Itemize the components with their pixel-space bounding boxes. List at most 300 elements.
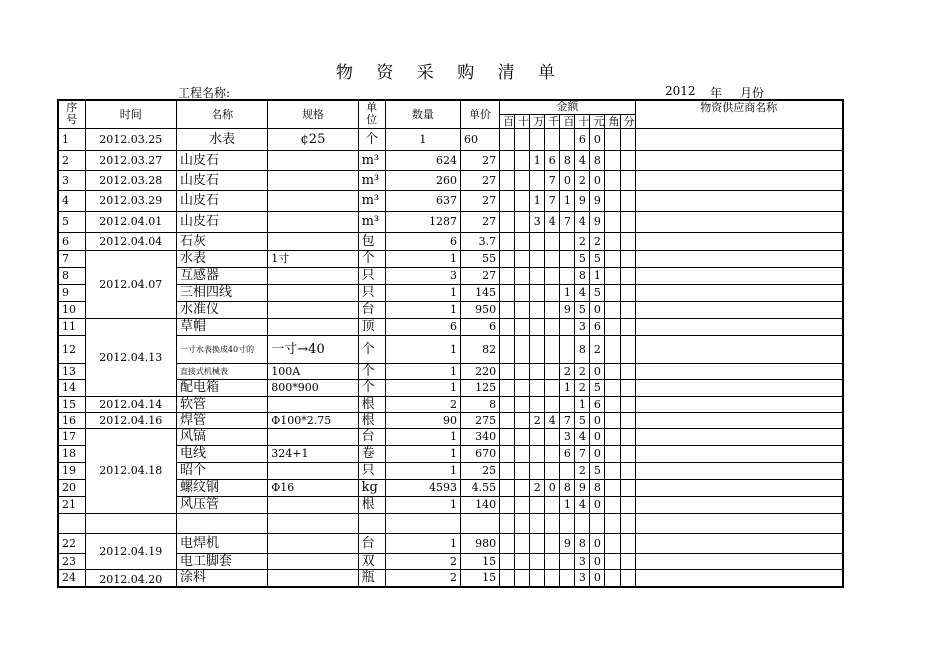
cell-amount-digit: 0	[590, 428, 605, 445]
cell-qty: 6	[385, 318, 460, 335]
cell-amount-digit	[530, 428, 545, 445]
cell-amount-digit	[620, 412, 635, 428]
cell-amount-digit	[605, 462, 620, 479]
cell-seq: 17	[58, 428, 85, 445]
cell-price: 140	[460, 496, 499, 513]
cell-amount-digit	[620, 569, 635, 587]
cell-amount-digit	[620, 150, 635, 170]
cell-qty: 1	[385, 301, 460, 318]
cell-date: 2012.03.27	[85, 150, 176, 170]
cell-amount-digit	[515, 211, 530, 232]
cell-amount-digit: 2	[590, 232, 605, 250]
cell-supplier	[635, 553, 843, 569]
cell-unit: 根	[358, 396, 385, 412]
cell-spec: 100A	[268, 363, 358, 379]
cell-amount-digit	[515, 250, 530, 267]
table-row	[58, 211, 843, 232]
cell-price: 27	[460, 170, 499, 190]
cell-spec	[268, 284, 358, 301]
cell-amount-digit: 4	[575, 496, 590, 513]
cell-amount-digit	[545, 379, 560, 396]
header-digit: 角	[605, 114, 620, 128]
cell-amount-digit	[515, 396, 530, 412]
cell-amount-digit	[530, 170, 545, 190]
cell-spec	[268, 190, 358, 211]
cell-supplier	[635, 211, 843, 232]
cell-amount-digit: 0	[590, 128, 605, 150]
cell-spec	[268, 462, 358, 479]
cell-supplier	[635, 496, 843, 513]
cell-amount-digit	[530, 553, 545, 569]
cell-amount-digit: 4	[575, 211, 590, 232]
cell-amount-digit	[515, 533, 530, 553]
cell-name: 焊管	[176, 412, 267, 428]
table-row	[58, 553, 843, 569]
cell-qty: 1	[385, 250, 460, 267]
cell-spec	[268, 396, 358, 412]
cell-seq: 13	[58, 363, 85, 379]
cell-price: 125	[460, 379, 499, 396]
cell-amount-digit	[605, 379, 620, 396]
cell-amount-digit	[545, 428, 560, 445]
table-row	[58, 363, 843, 379]
cell-amount-digit	[545, 267, 560, 284]
table-row	[58, 379, 843, 396]
cell-amount-digit	[620, 267, 635, 284]
cell-amount-digit	[560, 267, 575, 284]
blank-cell	[575, 513, 590, 533]
cell-amount-digit: 0	[545, 479, 560, 496]
cell-amount-digit	[515, 412, 530, 428]
cell-price: 82	[460, 335, 499, 363]
cell-unit: 包	[358, 232, 385, 250]
cell-amount-digit	[605, 267, 620, 284]
blank-cell	[176, 513, 267, 533]
cell-amount-digit: 2	[530, 479, 545, 496]
cell-unit: 只	[358, 462, 385, 479]
cell-amount-digit	[515, 496, 530, 513]
cell-name: 风镐	[176, 428, 267, 445]
cell-amount-digit	[545, 335, 560, 363]
cell-amount-digit	[605, 412, 620, 428]
cell-date: 2012.03.29	[85, 190, 176, 211]
header-row-1	[58, 100, 843, 114]
cell-amount-digit	[545, 553, 560, 569]
cell-amount-digit	[605, 569, 620, 587]
cell-name: 山皮石	[176, 190, 267, 211]
cell-amount-digit	[620, 190, 635, 211]
cell-qty: 1287	[385, 211, 460, 232]
cell-name: 电线	[176, 445, 267, 462]
cell-supplier	[635, 150, 843, 170]
cell-amount-digit	[620, 318, 635, 335]
sheet-title: 物 资 采 购 清 单	[335, 63, 565, 83]
period-year: 2012	[665, 84, 696, 98]
cell-supplier	[635, 170, 843, 190]
cell-amount-digit: 3	[575, 553, 590, 569]
cell-amount-digit: 4	[545, 211, 560, 232]
cell-amount-digit	[515, 190, 530, 211]
cell-amount-digit: 1	[530, 150, 545, 170]
header-time: 时间	[85, 100, 176, 128]
cell-qty: 4593	[385, 479, 460, 496]
cell-spec	[268, 318, 358, 335]
table-row	[58, 462, 843, 479]
cell-supplier	[635, 363, 843, 379]
cell-date: 2012.04.01	[85, 211, 176, 232]
cell-spec	[268, 569, 358, 587]
cell-amount-digit	[560, 569, 575, 587]
cell-amount-digit	[620, 496, 635, 513]
cell-amount-digit	[605, 250, 620, 267]
cell-supplier	[635, 412, 843, 428]
cell-amount-digit	[500, 379, 515, 396]
cell-name: 配电箱	[176, 379, 267, 396]
cell-amount-digit	[530, 301, 545, 318]
cell-spec	[268, 301, 358, 318]
cell-amount-digit	[515, 335, 530, 363]
cell-seq: 19	[58, 462, 85, 479]
cell-amount-digit: 6	[545, 150, 560, 170]
cell-date: 2012.04.13	[85, 318, 176, 396]
cell-seq: 5	[58, 211, 85, 232]
cell-price: 6	[460, 318, 499, 335]
cell-supplier	[635, 396, 843, 412]
cell-date: 2012.04.16	[85, 412, 176, 428]
cell-price: 27	[460, 211, 499, 232]
cell-qty: 3	[385, 267, 460, 284]
table-row	[58, 284, 843, 301]
cell-amount-digit	[620, 250, 635, 267]
cell-date: 2012.04.19	[85, 533, 176, 569]
cell-amount-digit: 0	[590, 445, 605, 462]
cell-date: 2012.04.14	[85, 396, 176, 412]
cell-amount-digit: 6	[560, 445, 575, 462]
cell-amount-digit: 1	[560, 190, 575, 211]
cell-amount-digit: 9	[590, 211, 605, 232]
cell-name: 昭个	[176, 462, 267, 479]
cell-qty: 2	[385, 553, 460, 569]
cell-amount-digit	[620, 533, 635, 553]
cell-qty: 1	[385, 462, 460, 479]
cell-amount-digit	[545, 396, 560, 412]
cell-unit: m³	[358, 150, 385, 170]
cell-amount-digit: 0	[590, 533, 605, 553]
blank-cell	[358, 513, 385, 533]
cell-amount-digit: 7	[560, 412, 575, 428]
cell-price: 4.55	[460, 479, 499, 496]
header-digit: 千	[545, 114, 560, 128]
cell-amount-digit	[515, 128, 530, 150]
cell-amount-digit	[530, 250, 545, 267]
cell-amount-digit: 5	[590, 284, 605, 301]
cell-amount-digit	[530, 379, 545, 396]
cell-amount-digit: 8	[575, 335, 590, 363]
cell-amount-digit	[605, 428, 620, 445]
cell-amount-digit	[500, 428, 515, 445]
cell-amount-digit	[620, 211, 635, 232]
cell-amount-digit: 4	[575, 284, 590, 301]
table-row	[58, 335, 843, 363]
table-row	[58, 128, 843, 150]
cell-amount-digit: 4	[575, 428, 590, 445]
header-unit: 单 位	[358, 100, 385, 128]
cell-unit: 个	[358, 250, 385, 267]
table-row	[58, 150, 843, 170]
cell-amount-digit	[515, 445, 530, 462]
cell-price: 60	[460, 128, 499, 150]
cell-spec	[268, 533, 358, 553]
cell-amount-digit	[500, 335, 515, 363]
table-row	[58, 396, 843, 412]
cell-amount-digit	[500, 232, 515, 250]
cell-seq: 8	[58, 267, 85, 284]
cell-supplier	[635, 445, 843, 462]
cell-name: 风压管	[176, 496, 267, 513]
cell-supplier	[635, 569, 843, 587]
cell-amount-digit: 5	[590, 379, 605, 396]
cell-amount-digit	[530, 496, 545, 513]
cell-amount-digit: 0	[590, 301, 605, 318]
cell-amount-digit: 2	[575, 363, 590, 379]
table-row	[58, 301, 843, 318]
cell-amount-digit: 1	[560, 284, 575, 301]
cell-price: 27	[460, 190, 499, 211]
cell-amount-digit	[545, 250, 560, 267]
cell-amount-digit	[560, 396, 575, 412]
header-price: 单价	[460, 100, 499, 128]
cell-seq: 6	[58, 232, 85, 250]
cell-amount-digit	[515, 267, 530, 284]
cell-amount-digit	[620, 379, 635, 396]
cell-amount-digit	[500, 412, 515, 428]
cell-amount-digit: 7	[545, 170, 560, 190]
cell-unit: 双	[358, 553, 385, 569]
cell-amount-digit	[605, 128, 620, 150]
cell-amount-digit	[605, 211, 620, 232]
cell-spec: 324+1	[268, 445, 358, 462]
cell-amount-digit: 7	[560, 211, 575, 232]
cell-supplier	[635, 428, 843, 445]
cell-amount-digit	[515, 462, 530, 479]
cell-qty: 1	[385, 428, 460, 445]
cell-amount-digit	[560, 335, 575, 363]
cell-spec: Φ16	[268, 479, 358, 496]
cell-seq: 7	[58, 250, 85, 267]
cell-spec	[268, 170, 358, 190]
header-digit: 元	[590, 114, 605, 128]
cell-spec: ¢25	[268, 128, 358, 150]
cell-supplier	[635, 462, 843, 479]
cell-amount-digit	[545, 318, 560, 335]
cell-unit: 卷	[358, 445, 385, 462]
project-name-label: 工程名称:	[178, 86, 231, 100]
blank-cell	[268, 513, 358, 533]
cell-qty: 260	[385, 170, 460, 190]
cell-supplier	[635, 533, 843, 553]
period-year-label: 年	[710, 86, 723, 100]
cell-unit: 根	[358, 496, 385, 513]
cell-seq: 12	[58, 335, 85, 363]
cell-amount-digit	[500, 267, 515, 284]
header-digit: 十	[515, 114, 530, 128]
cell-amount-digit: 2	[590, 335, 605, 363]
cell-price: 8	[460, 396, 499, 412]
cell-amount-digit: 5	[590, 250, 605, 267]
cell-amount-digit: 1	[575, 396, 590, 412]
cell-amount-digit: 1	[530, 190, 545, 211]
cell-amount-digit: 3	[530, 211, 545, 232]
cell-amount-digit	[515, 428, 530, 445]
cell-amount-digit: 7	[575, 445, 590, 462]
cell-supplier	[635, 267, 843, 284]
cell-amount-digit	[545, 569, 560, 587]
period-month-label: 月份	[740, 86, 765, 100]
cell-amount-digit	[605, 553, 620, 569]
cell-date: 2012.04.20	[85, 569, 176, 587]
cell-spec: Φ100*2.75	[268, 412, 358, 428]
cell-unit: 只	[358, 284, 385, 301]
table-row	[58, 250, 843, 267]
cell-amount-digit: 0	[590, 170, 605, 190]
cell-unit: 个	[358, 379, 385, 396]
table-row	[58, 232, 843, 250]
cell-amount-digit: 8	[575, 533, 590, 553]
cell-seq: 14	[58, 379, 85, 396]
cell-qty: 1	[385, 533, 460, 553]
cell-supplier	[635, 284, 843, 301]
cell-amount-digit	[605, 335, 620, 363]
blank-cell	[560, 513, 575, 533]
cell-amount-digit	[530, 445, 545, 462]
cell-unit: m³	[358, 190, 385, 211]
cell-amount-digit	[500, 250, 515, 267]
cell-amount-digit	[515, 232, 530, 250]
cell-amount-digit: 1	[560, 496, 575, 513]
cell-seq: 10	[58, 301, 85, 318]
cell-unit: kg	[358, 479, 385, 496]
cell-amount-digit: 0	[590, 553, 605, 569]
cell-seq: 15	[58, 396, 85, 412]
cell-amount-digit: 8	[590, 479, 605, 496]
cell-supplier	[635, 128, 843, 150]
cell-qty: 2	[385, 396, 460, 412]
cell-date: 2012.04.07	[85, 250, 176, 318]
cell-seq: 16	[58, 412, 85, 428]
table-row	[58, 428, 843, 445]
cell-amount-digit: 3	[575, 318, 590, 335]
cell-price: 15	[460, 569, 499, 587]
table-row	[58, 267, 843, 284]
cell-spec: 1寸	[268, 250, 358, 267]
cell-amount-digit	[560, 232, 575, 250]
cell-amount-digit: 2	[575, 232, 590, 250]
cell-amount-digit	[605, 496, 620, 513]
cell-amount-digit	[605, 301, 620, 318]
cell-amount-digit	[620, 232, 635, 250]
cell-amount-digit: 6	[590, 318, 605, 335]
cell-seq: 24	[58, 569, 85, 587]
cell-name: 水准仪	[176, 301, 267, 318]
header-digit: 百	[500, 114, 515, 128]
cell-amount-digit: 9	[575, 190, 590, 211]
cell-supplier	[635, 250, 843, 267]
cell-qty: 624	[385, 150, 460, 170]
blank-row	[58, 513, 843, 533]
cell-amount-digit	[500, 301, 515, 318]
cell-supplier	[635, 301, 843, 318]
cell-amount-digit: 8	[575, 267, 590, 284]
cell-qty: 637	[385, 190, 460, 211]
cell-name: 软管	[176, 396, 267, 412]
cell-seq: 4	[58, 190, 85, 211]
cell-amount-digit	[560, 250, 575, 267]
cell-spec	[268, 428, 358, 445]
header-qty: 数量	[385, 100, 460, 128]
cell-unit: 只	[358, 267, 385, 284]
cell-amount-digit: 2	[560, 363, 575, 379]
cell-name: 互感器	[176, 267, 267, 284]
cell-price: 145	[460, 284, 499, 301]
cell-amount-digit	[620, 445, 635, 462]
cell-amount-digit	[500, 533, 515, 553]
cell-unit: 台	[358, 533, 385, 553]
cell-amount-digit: 1	[560, 379, 575, 396]
cell-date: 2012.04.04	[85, 232, 176, 250]
cell-amount-digit	[545, 284, 560, 301]
cell-seq: 23	[58, 553, 85, 569]
cell-amount-digit	[545, 128, 560, 150]
table-row	[58, 496, 843, 513]
cell-amount-digit	[530, 569, 545, 587]
cell-name: 涂料	[176, 569, 267, 587]
cell-qty: 1	[385, 496, 460, 513]
cell-price: 980	[460, 533, 499, 553]
cell-seq: 21	[58, 496, 85, 513]
blank-cell	[545, 513, 560, 533]
cell-amount-digit	[605, 445, 620, 462]
cell-unit: m³	[358, 170, 385, 190]
blank-cell	[515, 513, 530, 533]
cell-price: 340	[460, 428, 499, 445]
cell-name: 三相四线	[176, 284, 267, 301]
cell-amount-digit: 1	[590, 267, 605, 284]
cell-amount-digit	[530, 232, 545, 250]
cell-unit: 顶	[358, 318, 385, 335]
cell-amount-digit	[620, 301, 635, 318]
cell-price: 3.7	[460, 232, 499, 250]
cell-amount-digit	[560, 128, 575, 150]
cell-amount-digit	[530, 128, 545, 150]
cell-amount-digit	[515, 379, 530, 396]
cell-amount-digit	[515, 170, 530, 190]
cell-price: 950	[460, 301, 499, 318]
blank-cell	[620, 513, 635, 533]
cell-amount-digit	[560, 318, 575, 335]
blank-cell	[460, 513, 499, 533]
cell-qty: 1	[385, 445, 460, 462]
cell-supplier	[635, 479, 843, 496]
cell-qty: 1	[385, 379, 460, 396]
cell-qty: 1	[385, 128, 460, 150]
cell-supplier	[635, 190, 843, 211]
cell-amount-digit	[515, 363, 530, 379]
cell-amount-digit	[500, 462, 515, 479]
cell-amount-digit	[620, 462, 635, 479]
cell-name: 水表	[176, 250, 267, 267]
cell-name: 山皮石	[176, 211, 267, 232]
cell-name: 石灰	[176, 232, 267, 250]
